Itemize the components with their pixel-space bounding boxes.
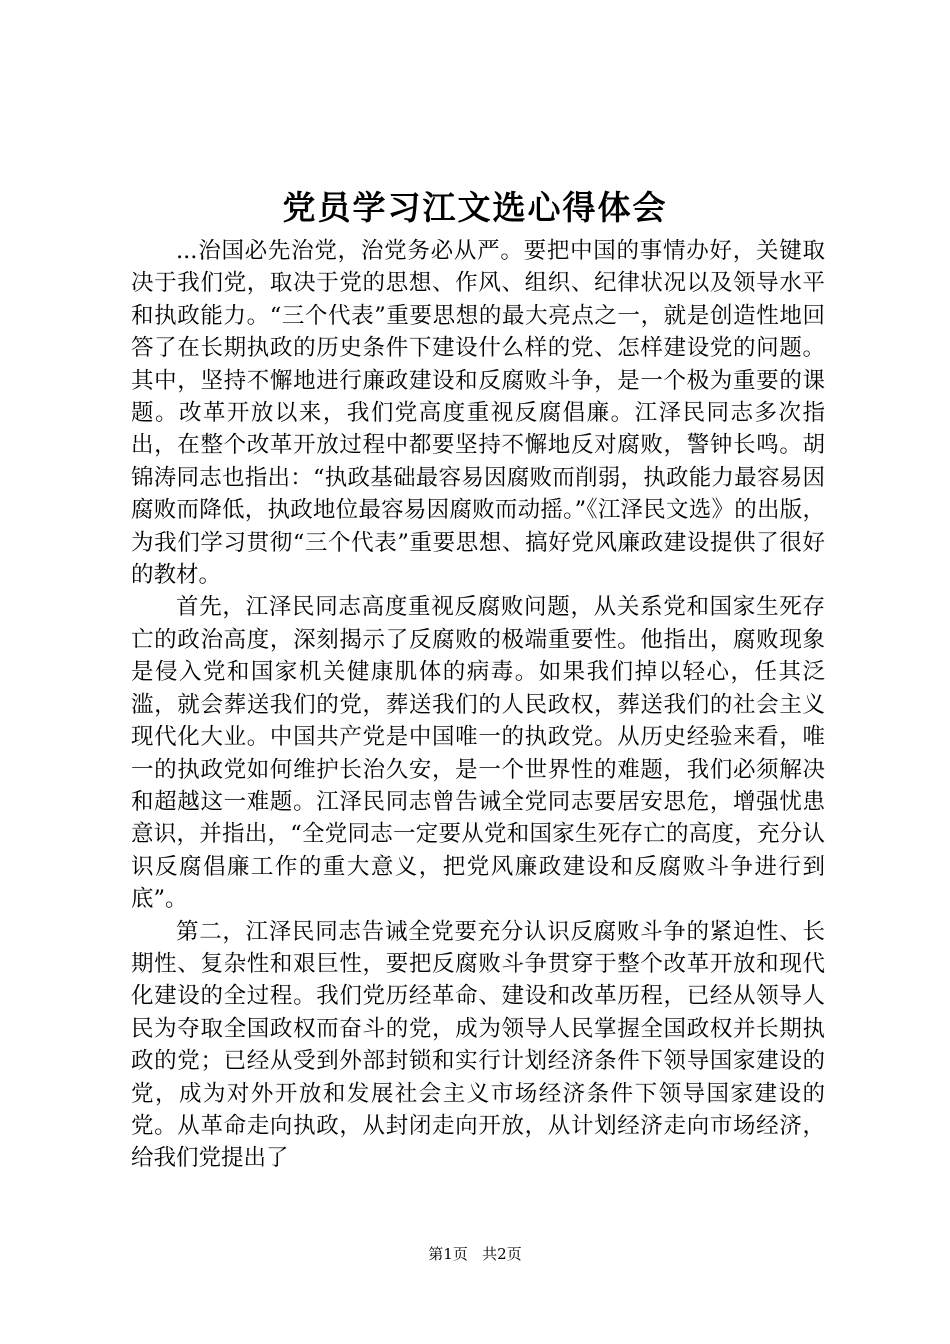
document-title: 党员学习江文选心得体会 bbox=[282, 188, 668, 227]
document-body bbox=[131, 235, 825, 1175]
page-footer bbox=[0, 1244, 950, 1264]
page-number: 第1页 bbox=[428, 1245, 468, 1263]
paragraph-intro: ...治国必先治党，治党务必从严。要把中国的事情办好，关键取决于我们党，取决于党的思想、作风、组织、纪律状况以及领导水平和执政能力。“三个代表”重要思想的最大亮点之一，就是创造性地回答了在长期执政的历史条件下建设什么样的党、怎样建设党的问题。其中，坚持不懈地进行廉政建设和反腐败斗争，是一个极为重要的课题。改革开放以来，我们党高度重视反腐倡廉。江泽民同志多次指出，在整个改革开放过程中都要坚持不懈地反对腐败，警钟长鸣。胡锦涛同志也指出：“执政基础最容易因腐败而削弱，执政能力最容易因腐败而降低，执政地位最容易因腐败而动摇。”《江泽民文选》的出版，为我们学习贯彻“三个代表”重要思想、搞好党风廉政建设提供了很好的教材。 bbox=[131, 238, 825, 589]
paragraph-first-point: 首先，江泽民同志高度重视反腐败问题，从关系党和国家生死存亡的政治高度，深刻揭示了反腐败的极端重要性。他指出，腐败现象是侵入党和国家机关健康肌体的病毒。如果我们掉以轻心，任其泛滥，就会葬送我们的党，葬送我们的人民政权，葬送我们的社会主义现代化大业。中国共产党是中国唯一的执政党。从历史经验来看，唯一的执政党如何维护长治久安，是一个世界性的难题，我们必须解决和超越这一难题。江泽民同志曾告诫全党同志要居安思危，增强忧患意识，并指出，“全党同志一定要从党和国家生死存亡的高度，充分认识反腐倡廉工作的重大意义，把党风廉政建设和反腐败斗争进行到底”。 bbox=[131, 594, 825, 913]
page-separator bbox=[473, 1245, 478, 1263]
paragraph-second-point: 第二，江泽民同志告诫全党要充分认识反腐败斗争的紧迫性、长期性、复杂性和艰巨性，要把反腐败斗争贯穿于整个改革开放和现代化建设的全过程。我们党历经革命、建设和改革历程，已经从领导人民为夺取全国政权而奋斗的党，成为领导人民掌握全国政权并长期执政的党；已经从受到外部封锁和实行计划经济条件下领导国家建设的党，成为对外开放和发展社会主义市场经济条件下领导国家建设的党。从革命走向执政，从封闭走向开放，从计划经济走向市场经济，给我们党提出了 bbox=[131, 918, 825, 1172]
page-total: 共2页 bbox=[482, 1245, 522, 1263]
